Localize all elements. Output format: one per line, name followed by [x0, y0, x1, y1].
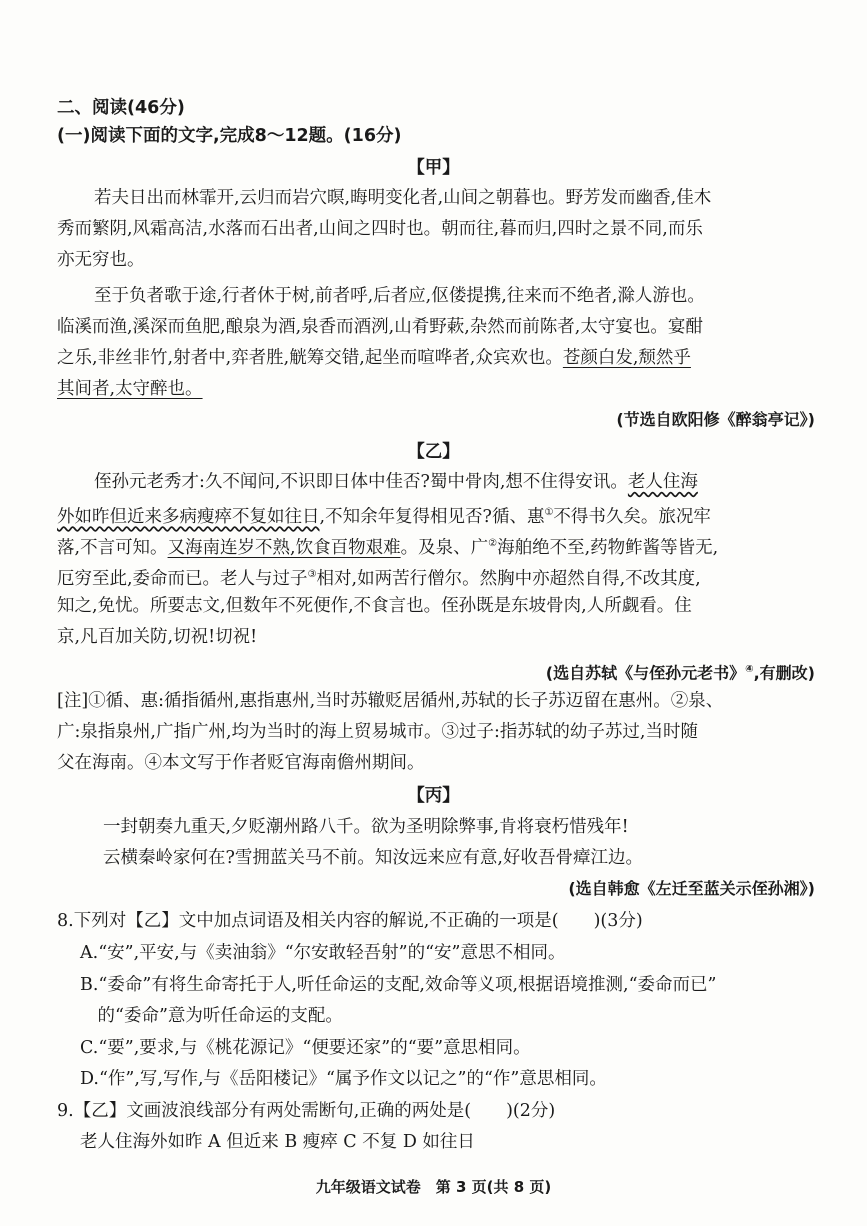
q8-option-b: B.“委命”有将生命寄托于人,听任命运的支配,效命等义项,根据语境推测,“委命而已”: [80, 975, 717, 995]
jia-p2-line-with-underline: [57, 346, 691, 370]
footnote-mark: ①: [544, 507, 554, 518]
note-line: 广:泉指泉州,广指广州,均为当时的海上贸易城市。③过子:指苏轼的幼子苏过,当时随: [57, 722, 698, 742]
jia-p2-line: 临溪而渔,溪深而鱼肥,酿泉为酒,泉香而酒洌,山肴野蔌,杂然而前陈者,太守宴也。宴酣: [57, 317, 703, 337]
yi-text: 落,不言可知。: [57, 537, 168, 558]
yi-line: 知之,免忧。所要志文,但数年不死便作,不食言也。侄孙既是东坡骨肉,人所觑看。住: [57, 596, 692, 616]
bing-source: (选自韩愈《左迁至蓝关示侄孙湘》): [568, 879, 815, 898]
underlined-sentence-end: 其间者,太守醉也。: [57, 379, 203, 399]
poem-line: 一封朝奏九重天,夕贬潮州路八千。欲为圣明除弊事,肯将衰朽惜残年!: [103, 817, 629, 837]
yi-line: 京,凡百加关防,切祝!切祝!: [57, 627, 258, 647]
footnote-mark: ③: [307, 569, 317, 580]
footnote-mark: ④: [745, 664, 754, 675]
jia-p1-line: 秀而繁阴,风霜高洁,水落而石出者,山间之四时也。朝而往,暮而归,四时之景不同,而乐: [57, 219, 703, 239]
yi-line: [57, 532, 718, 560]
part-title: (一)阅读下面的文字,完成8～12题。(16分): [57, 126, 402, 146]
question-9-stem: 9.【乙】文画波浪线部分有两处需断句,正确的两处是( )(2分): [57, 1101, 556, 1121]
note-line: [注]①循、惠:循指循州,惠指惠州,当时苏辙贬居循州,苏轼的长子苏迈留在惠州。②泉、: [57, 691, 724, 711]
yi-source-text: (选自苏轼《与侄孙元老书》: [545, 663, 746, 683]
yi-text: 侄孙元老秀才:久不闻问,不识即日体中佳否?蜀中骨肉,想不住得安讯。: [94, 472, 628, 492]
yi-line: [57, 563, 701, 591]
yi-text: 。及泉、广: [400, 537, 489, 558]
q8-option-d: D.“作”,写,写作,与《岳阳楼记》“属予作文以记之”的“作”意思相同。: [80, 1069, 607, 1089]
section-title: 二、阅读(46分): [57, 98, 185, 118]
jia-heading: 【甲】: [407, 158, 460, 178]
q9-break-line: 老人住海外如昨 A 但近来 B 瘦瘁 C 不复 D 如往日: [80, 1132, 475, 1152]
jia-source: (节选自欧阳修《醉翁亭记》): [616, 410, 815, 429]
yi-line: [57, 501, 711, 529]
footnote-mark: ②: [488, 538, 498, 549]
jia-p1-line: 亦无穷也。: [57, 250, 145, 270]
wavy-underlined-text: 外如昨但近来多病瘦瘁不复如往日: [57, 506, 320, 527]
jia-p1-line: 若夫日出而林霏开,云归而岩穴暝,晦明变化者,山间之朝暮也。野芳发而幽香,佳木: [94, 188, 712, 208]
yi-text: 相对,如两苦行僧尔。然胸中亦超然自得,不改其度,: [316, 568, 701, 589]
q8-option-a: A.“安”,平安,与《卖油翁》“尔安敢轻吾射”的“安”意思不相同。: [80, 943, 566, 963]
yi-text: ,不知余年复得相见否?循、惠: [319, 506, 545, 527]
yi-text: 厄穷至此,委命而已。老人与过子: [57, 568, 308, 589]
bing-heading: 【丙】: [407, 786, 460, 806]
yi-source-text: ,有删改): [753, 663, 815, 683]
yi-source: [546, 658, 815, 685]
yi-text: 海舶绝不至,药物鲊酱等皆无,: [497, 537, 719, 558]
underlined-sentence: 又海南连岁不熟,饮食百物艰难: [167, 537, 401, 558]
wavy-underlined-text: 老人住海: [627, 472, 698, 492]
jia-p2-text: 之乐,非丝非竹,射者中,弈者胜,觥筹交错,起坐而喧哗者,众宾欢也。: [57, 348, 563, 368]
yi-text: 不得书久矣。旅况牢: [553, 506, 711, 527]
q8-option-c: C.“要”,要求,与《桃花源记》“便要还家”的“要”意思相同。: [80, 1038, 531, 1058]
underlined-sentence: 苍颜白发,颓然乎: [562, 348, 691, 368]
note-line: 父在海南。④本文写于作者贬官海南儋州期间。: [57, 753, 425, 773]
page-footer: 九年级语文试卷 第 3 页(共 8 页): [315, 1178, 552, 1196]
question-8-stem: 8.下列对【乙】文中加点词语及相关内容的解说,不正确的一项是( )(3分): [57, 911, 643, 931]
jia-p2-line: 至于负者歌于途,行者休于树,前者呼,后者应,伛偻提携,往来而不绝者,滁人游也。: [94, 286, 705, 306]
q8-option-b-cont: 的“委命”意为听任命运的支配。: [80, 1006, 343, 1026]
yi-line: [94, 470, 698, 494]
poem-line: 云横秦岭家何在?雪拥蓝关马不前。知汝远来应有意,好收吾骨瘴江边。: [103, 848, 643, 868]
yi-heading: 【乙】: [407, 442, 460, 462]
